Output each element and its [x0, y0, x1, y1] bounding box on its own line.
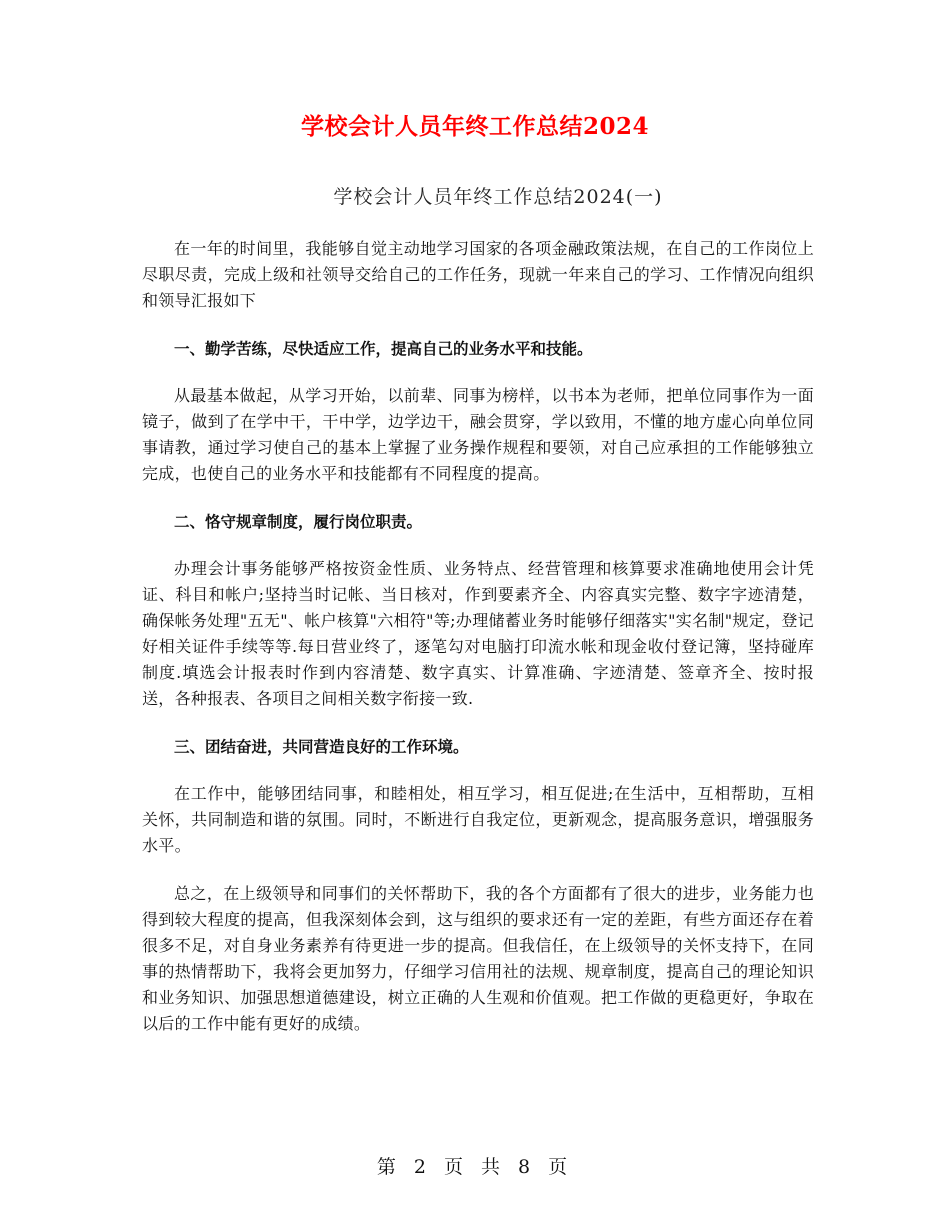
section-3-paragraph: 在工作中，能够团结同事，和睦相处，相互学习，相互促进;在生活中，互相帮助，互相关怀，共同制造和谐的氛围。同时，不断进行自我定位，更新观念，提高服务意识，增强服务水平。 [142, 784, 814, 855]
section-heading-3: 三、团结奋进，共同营造良好的工作环境。 [174, 738, 469, 756]
document-subtitle: 学校会计人员年终工作总结2024(一) [333, 186, 663, 208]
page-number: 第 2 页 共 8 页 [376, 1156, 574, 1178]
section-heading-1: 一、勤学苦练，尽快适应工作，提高自己的业务水平和技能。 [174, 340, 593, 358]
section-1-paragraph: 从最基本做起，从学习开始，以前辈、同事为榜样，以书本为老师，把单位同事作为一面镜子，做到了在学中干，干中学，边学边干，融会贯穿，学以致用，不懂的地方虚心向单位同事请教，通过学习使自己的基本上掌握了业务操作规程和要领，对自己应承担的工作能够独立完成，也使自己的业务水平和技能都有不同程度的提高。 [142, 386, 814, 483]
section-2-paragraph: 办理会计事务能够严格按资金性质、业务特点、经营管理和核算要求准确地使用会计凭证、科目和帐户;坚持当时记帐、当日核对，作到要素齐全、内容真实完整、数字字迹清楚，确保帐务处理"五无"、帐户核算"六相符"等;办理储蓄业务时能够仔细落实"实名制"规定，登记好相关证件手续等等.每日营业终了，逐笔勾对电脑打印流水帐和现金收付登记簿，坚持碰库制度.填选会计报表时作到内容清楚、数字真实、计算准确、字迹清楚、签章齐全、按时报送，各种报表、各项目之间相关数字衔接一致. [142, 559, 814, 708]
section-heading-2: 二、恪守规章制度，履行岗位职责。 [174, 513, 423, 531]
conclusion-paragraph: 总之，在上级领导和同事们的关怀帮助下，我的各个方面都有了很大的进步，业务能力也得到较大程度的提高，但我深刻体会到，这与组织的要求还有一定的差距，有些方面还存在着很多不足，对自身业务素养有待更进一步的提高。但我信任，在上级领导的关怀支持下，在同事的热情帮助下，我将会更加努力，仔细学习信用社的法规、规章制度，提高自己的理论知识和业务知识、加强思想道德建设，树立正确的人生观和价值观。把工作做的更稳更好，争取在以后的工作中能有更好的成绩。 [142, 884, 814, 1033]
document-title: 学校会计人员年终工作总结2024 [300, 113, 649, 140]
document-body [142, 236, 814, 1059]
intro-paragraph: 在一年的时间里，我能够自觉主动地学习国家的各项金融政策法规，在自己的工作岗位上尽职尽责，完成上级和社领导交给自己的工作任务，现就一年来自己的学习、工作情况向组织和领导汇报如下 [142, 239, 814, 310]
